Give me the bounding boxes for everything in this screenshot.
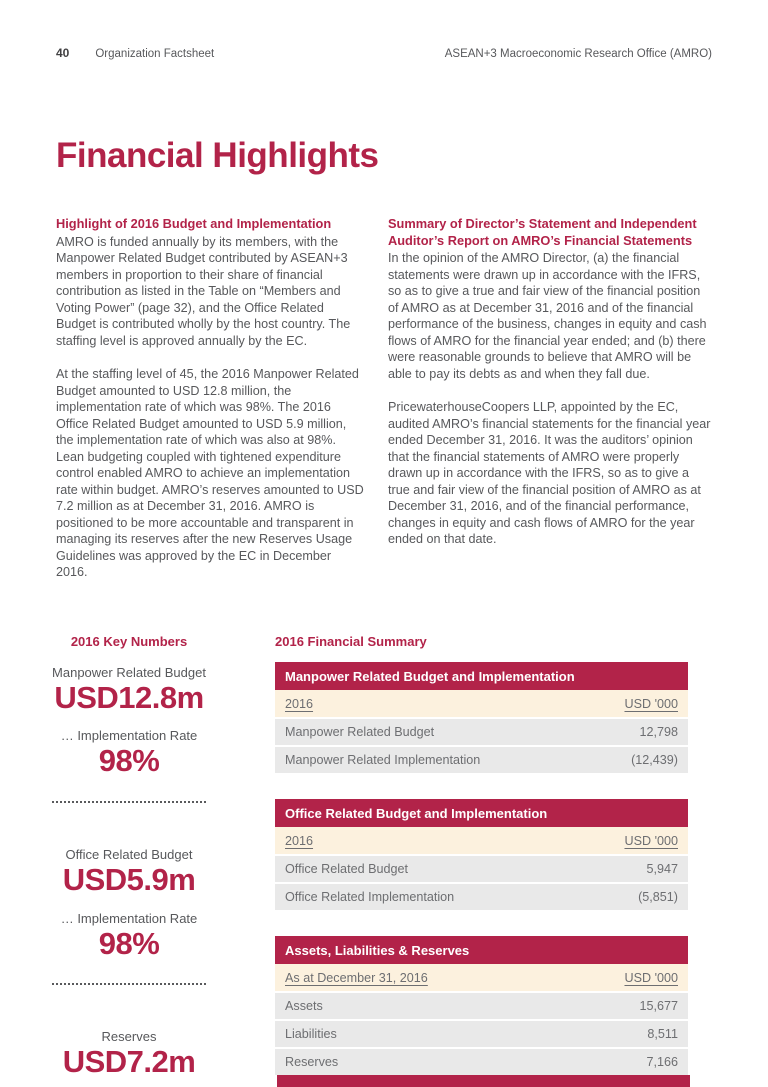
right-column-heading: Summary of Director’s Statement and Independent Auditor’s Report on AMRO’s Financial Statements [388,216,697,248]
table-row [275,1047,688,1075]
row-label: Office Related Implementation [285,889,455,904]
table-col-right: USD '000 [624,833,678,848]
table-row [275,882,688,910]
row-value: 7,166 [646,1054,678,1069]
table-col-right: USD '000 [624,696,678,711]
key-number-sublabel: … Implementation Rate [60,728,198,744]
right-column [388,216,712,598]
table-row [275,854,688,882]
key-number-value: USD7.2m [62,1044,196,1080]
left-column [56,216,366,598]
row-label: Manpower Related Budget [285,724,435,739]
key-number-reserves [52,1029,206,1080]
row-label: Assets [285,998,323,1013]
table-col-left: As at December 31, 2016 [285,970,428,985]
row-value: 12,798 [639,724,678,739]
key-number-label: Office Related Budget [65,846,193,862]
table-subheader-row [275,827,688,854]
table-row [275,991,688,1019]
key-number-manpower [52,665,206,779]
right-paragraph-2: PricewaterhouseCoopers LLP, appointed by the EC, audited AMRO’s financial statements for the financial year ended December 31, 2016. It was the auditors’ opinion that the financial statements of AMRO were properly drawn up in accordance with the IFRS, so as to give a true and fair view of the financial position of AMRO as at December 31, 2016, and of the financial performance, changes in equity and cash flows of AMRO for the year ended on that date. [388,400,711,546]
table-subheader-row [275,964,688,991]
financial-summary-panel [275,634,688,1087]
table-col-left: 2016 [285,696,314,711]
row-value: (5,851) [638,889,678,904]
key-number-subvalue: 98% [98,925,160,961]
row-value: 8,511 [647,1026,678,1041]
page-title: Financial Highlights [56,136,379,175]
table-row [275,745,688,773]
key-number-sublabel: … Implementation Rate [60,910,198,926]
dotted-divider [52,983,206,985]
key-numbers-title: 2016 Key Numbers [70,633,188,649]
table-col-right: USD '000 [624,970,678,985]
left-paragraph-1: AMRO is funded annually by its members, with the Manpower Related Budget contributed by ASEAN+3 members in proportion to their share of financial contribution as listed in the Table on “Members and Voting Power” (page 32), and the Office Related Budget is contributed wholly by the host country. The staffing level is approved annually by the EC. [56,234,351,348]
table-subheader-row [275,690,688,717]
row-value: 5,947 [646,861,678,876]
bottom-section [52,633,712,1087]
row-label: Manpower Related Implementation [285,752,481,767]
row-label: Office Related Budget [285,861,408,876]
table-manpower [275,662,688,773]
row-value: (12,439) [631,752,678,767]
key-number-value: USD12.8m [54,679,204,715]
row-value: 15,677 [639,998,678,1013]
key-number-value: USD5.9m [62,861,196,897]
financial-summary-title: 2016 Financial Summary [275,633,427,649]
key-number-label: Reserves [101,1029,157,1045]
key-number-label: Manpower Related Budget [52,664,206,680]
dotted-divider [52,801,206,803]
table-row [275,1019,688,1047]
key-number-office [52,847,206,961]
right-paragraph-1: In the opinion of the AMRO Director, (a) the financial statements were drawn up in accordance with the IFRS, so as to give a true and fair view of the financial position of AMRO as at December 31, 2016 and of the financial performance of the business, changes in equity and cash flows of AMRO for the financial year ended; and (b) there were reasonable grounds to believe that AMRO will be able to pay its debts as and when they fall due. [388,251,707,381]
next-table-header-partial [277,1075,690,1087]
key-number-subvalue: 98% [98,743,160,779]
table-col-left: 2016 [285,833,314,848]
row-label: Reserves [285,1054,339,1069]
table-header: Office Related Budget and Implementation [275,799,688,827]
table-header: Manpower Related Budget and Implementation [275,662,688,690]
table-office [275,799,688,910]
left-column-heading: Highlight of 2016 Budget and Implementation [56,216,332,231]
table-header: Assets, Liabilities & Reserves [275,936,688,964]
header-org-title: ASEAN+3 Macroeconomic Research Office (AMRO) [444,48,712,60]
page-header [56,0,712,60]
left-paragraph-2: At the staffing level of 45, the 2016 Manpower Related Budget amounted to USD 12.8 million, the implementation rate of which was 98%. The 2016 Office Related Budget amounted to USD 5.9 million, the implementation rate of which was also at 98%. Lean budgeting coupled with tightened expenditure control enabled AMRO to achieve an implementation rate within budget. AMRO’s reserves amounted to USD 7.2 million as at December 31, 2016. AMRO is positioned to be more accountable and transparent in managing its reserves after the new Reserves Usage Guidelines was approved by the EC in December 2016. [56,367,364,579]
row-label: Liabilities [285,1026,337,1041]
page-number: 40 [56,46,70,60]
table-assets-liabilities-reserves [275,936,688,1075]
header-section-title: Organization Factsheet [95,48,215,60]
table-row [275,717,688,745]
key-numbers-panel [52,634,206,1087]
intro-columns [56,216,712,598]
